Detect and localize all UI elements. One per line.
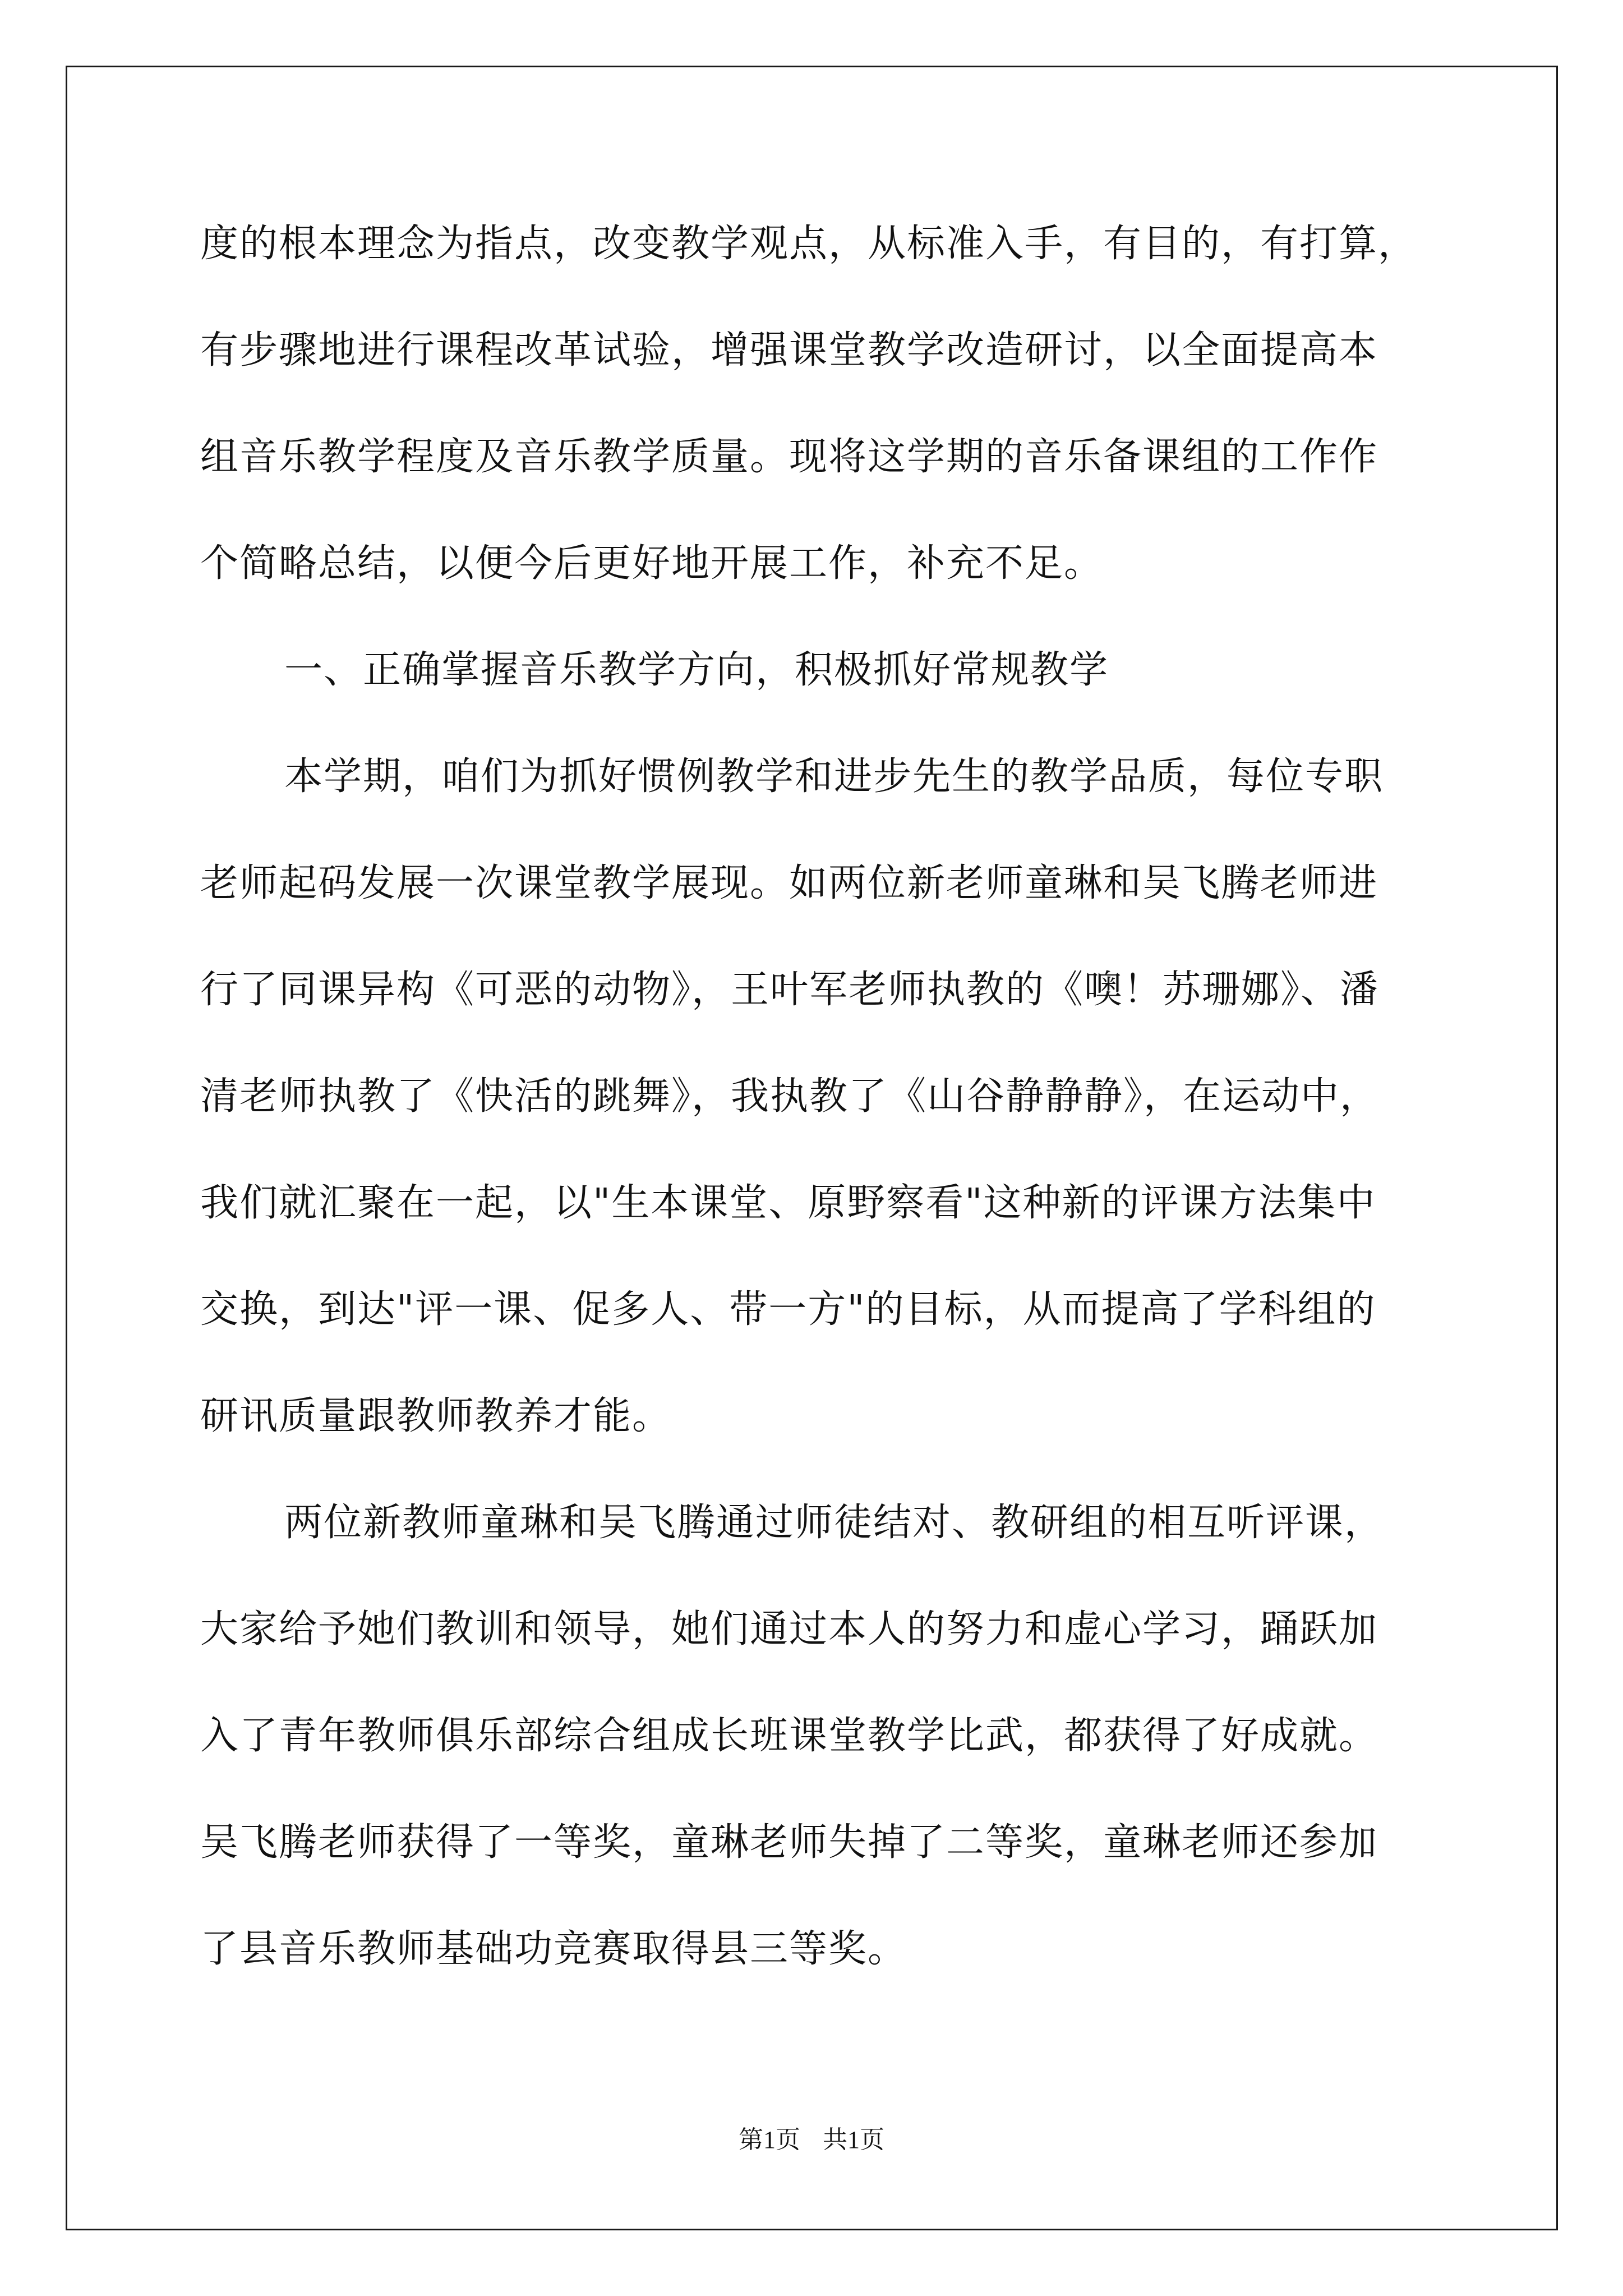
text-line: 度的根本理念为指点，改变教学观点，从标准入手，有目的，有打算， bbox=[200, 222, 1418, 266]
text-line: 有步骤地进行课程改革试验，增强课堂教学改造研讨，以全面提高本 bbox=[200, 328, 1378, 372]
page-count: 共1页 bbox=[823, 2126, 884, 2154]
text-line: 清老师执教了《快活的跳舞》，我执教了《山谷静静静》，在运动中， bbox=[200, 1074, 1380, 1119]
text-line: 交换，到达"评一课、促多人、带一方"的目标，从而提高了学科组的 bbox=[200, 1287, 1376, 1332]
page-footer bbox=[0, 2123, 1623, 2157]
text-line: 个简略总结，以便今后更好地开展工作，补充不足。 bbox=[200, 541, 1104, 586]
text-line: 吴飞腾老师获得了一等奖，童琳老师失掉了二等奖，童琳老师还参加 bbox=[200, 1820, 1378, 1865]
text-line: 行了同课异构《可恶的动物》，王叶军老师执教的《噢！苏珊娜》、潘 bbox=[200, 968, 1380, 1012]
text-line: 了县音乐教师基础功竞赛取得县三等奖。 bbox=[200, 1927, 907, 1971]
text-line: 本学期，咱们为抓好惯例教学和进步先生的教学品质，每位专职 bbox=[284, 754, 1384, 799]
text-line: 研讯质量跟教师教养才能。 bbox=[200, 1394, 672, 1438]
section-heading: 一、正确掌握音乐教学方向，积极抓好常规教学 bbox=[284, 648, 1109, 692]
document-body bbox=[200, 219, 1434, 2031]
text-line: 两位新教师童琳和吴飞腾通过师徒结对、教研组的相互听评课， bbox=[284, 1501, 1384, 1545]
text-line: 我们就汇聚在一起，以"生本课堂、原野察看"这种新的评课方法集中 bbox=[200, 1181, 1376, 1225]
text-line: 老师起码发展一次课堂教学展现。如两位新老师童琳和吴飞腾老师进 bbox=[200, 861, 1378, 905]
text-line: 大家给予她们教训和领导，她们通过本人的努力和虚心学习，踊跃加 bbox=[200, 1607, 1378, 1651]
text-line: 入了青年教师俱乐部综合组成长班课堂教学比武，都获得了好成就。 bbox=[200, 1714, 1378, 1758]
text-line: 组音乐教学程度及音乐教学质量。现将这学期的音乐备课组的工作作 bbox=[200, 435, 1378, 479]
page-number: 第1页 bbox=[739, 2126, 800, 2154]
